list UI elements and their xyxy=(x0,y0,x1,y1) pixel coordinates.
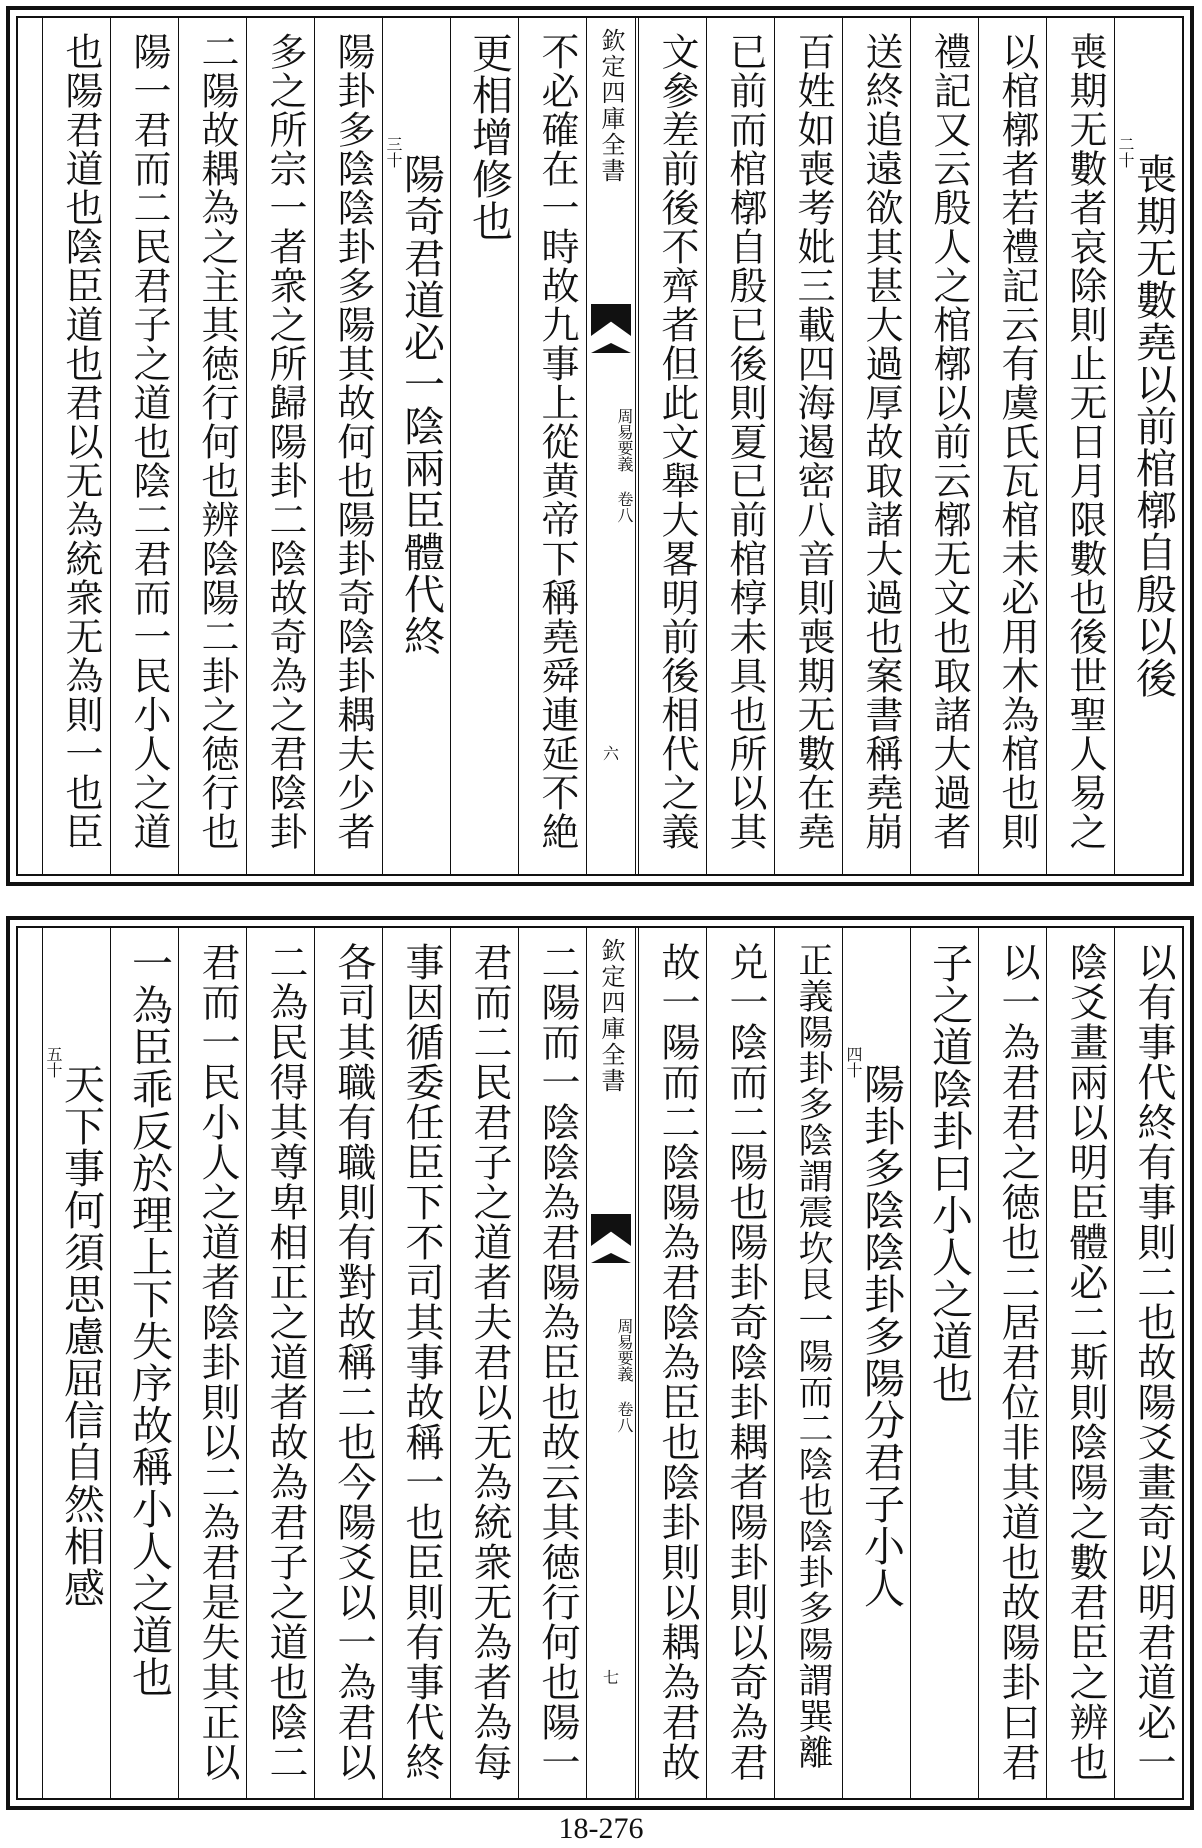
entry-heading-column xyxy=(42,928,110,1798)
body-text: 以有事代終有事則二也故陽爻畫奇以明君道必一 xyxy=(1131,942,1176,1782)
body-text: 一為臣乖反於理上下失序故稱小人之道也 xyxy=(125,942,173,1698)
text-column xyxy=(382,928,450,1798)
body-text: 禮記又云殷人之棺槨以前云槨无文也取諸大過者 xyxy=(927,32,971,851)
leaf-number: 六 xyxy=(602,744,619,763)
text-column xyxy=(314,18,382,874)
center-fold-column xyxy=(586,928,636,1798)
body-text: 二為民得其尊卑相正之道者故為君子之道也陰二 xyxy=(263,942,308,1782)
page-top xyxy=(6,6,1194,886)
page-bottom xyxy=(6,916,1194,1810)
text-column xyxy=(246,928,314,1798)
body-text: 兑一陰而二陽也陽卦奇陰卦耦者陽卦則以奇為君 xyxy=(723,942,768,1782)
body-text: 正義陽卦多陰謂震坎艮一陽而二陰也陰卦多陽謂巽離 xyxy=(793,942,833,1770)
text-column xyxy=(246,18,314,874)
body-text: 多之所宗一者衆之所歸陽卦二陰故奇為之君陰卦 xyxy=(263,32,307,851)
text-column xyxy=(1046,928,1114,1798)
text-column xyxy=(978,928,1046,1798)
text-column xyxy=(842,18,910,874)
fishtail-mark xyxy=(591,1214,631,1246)
body-text: 君而二民君子之道者夫君以无為統衆无為者為每 xyxy=(467,942,512,1782)
entry-heading-column xyxy=(842,928,910,1798)
fishtail-mark xyxy=(591,304,631,336)
text-column xyxy=(518,928,586,1798)
body-text: 故一陽而二陰陽為君陰為臣也陰卦則以耦為君故 xyxy=(655,942,700,1782)
text-column xyxy=(314,928,382,1798)
body-text: 已前而棺槨自殷已後則夏已前棺椁未具也所以其 xyxy=(723,32,767,851)
entry-heading: 陽卦多陰陰卦多陽分君子小人 xyxy=(857,1063,905,1609)
entry-number: 二十 xyxy=(1116,136,1135,168)
text-column xyxy=(450,18,518,874)
body-text: 百姓如喪考妣三載四海遏密八音則喪期无數在堯 xyxy=(791,32,835,851)
body-text: 陽卦多陰陰卦多陽其故何也陽卦奇陰卦耦夫少者 xyxy=(331,32,375,851)
text-column xyxy=(774,928,842,1798)
entry-heading-column xyxy=(1114,18,1182,874)
text-column xyxy=(42,18,110,874)
entry-number: 五十 xyxy=(44,1046,63,1078)
page-frame xyxy=(16,16,1184,876)
text-column xyxy=(110,18,178,874)
text-column xyxy=(638,18,706,874)
fishtail-mark-lower xyxy=(591,343,631,353)
text-column xyxy=(706,928,774,1798)
text-column xyxy=(706,18,774,874)
book-volume-label: 周易要義 卷八 xyxy=(615,408,634,523)
body-text: 二陽故耦為之主其徳行何也辨陰陽二卦之徳行也 xyxy=(195,32,239,851)
center-fold-column xyxy=(586,18,636,874)
text-column xyxy=(978,18,1046,874)
body-text: 以棺槨者若禮記云有虞氏瓦棺未必用木為棺也則 xyxy=(995,32,1039,851)
text-column xyxy=(518,18,586,874)
body-text: 陰爻畫兩以明臣體必二斯則陰陽之數君臣之辨也 xyxy=(1063,942,1108,1782)
text-column xyxy=(910,18,978,874)
text-column xyxy=(110,928,178,1798)
entry-heading: 天下事何須思慮屈信自然相感 xyxy=(57,1063,105,1609)
library-title: 欽定四庫全書 xyxy=(597,28,625,184)
page-number: 18-276 xyxy=(558,1812,644,1845)
leaf-number: 七 xyxy=(602,1668,619,1687)
page-frame xyxy=(16,926,1184,1800)
body-text: 二陽而一陰陰為君陽為臣也故云其徳行何也陽一 xyxy=(535,942,580,1782)
body-text: 以一為君君之徳也二居君位非其道也故陽卦曰君 xyxy=(995,942,1040,1782)
text-column xyxy=(1046,18,1114,874)
body-text: 不必確在一時故九事上從黄帝下稱堯舜連延不絶 xyxy=(535,32,579,851)
body-text: 君而一民小人之道者陰卦則以二為君是失其正以 xyxy=(195,942,240,1782)
text-column xyxy=(910,928,978,1798)
body-text: 送終追遠欲其甚大過厚故取諸大過也案書稱堯崩 xyxy=(859,32,903,851)
text-column xyxy=(638,928,706,1798)
entry-heading: 陽奇君道必一陰兩臣體代終 xyxy=(397,153,445,657)
body-text: 文參差前後不齊者但此文舉大畧明前後相代之義 xyxy=(655,32,699,851)
text-column xyxy=(1114,928,1182,1798)
entry-heading-column xyxy=(382,18,450,874)
text-column xyxy=(178,928,246,1798)
body-text: 也陽君道也陰臣道也君以无為統衆无為則一也臣 xyxy=(59,32,103,851)
text-column xyxy=(178,18,246,874)
text-column xyxy=(774,18,842,874)
library-title: 欽定四庫全書 xyxy=(597,938,625,1094)
entry-heading: 喪期无數堯以前棺槨自殷以後 xyxy=(1129,153,1177,699)
entry-number: 三十 xyxy=(384,136,403,168)
body-text: 更相增修也 xyxy=(465,32,513,242)
body-text: 子之道陰卦曰小人之道也 xyxy=(925,942,973,1404)
book-volume-label: 周易要義 卷八 xyxy=(615,1318,634,1433)
body-text: 各司其職有職則有對故稱二也今陽爻以一為君以 xyxy=(331,942,376,1782)
body-text: 事因循委任臣下不司其事故稱一也臣則有事代終 xyxy=(399,942,444,1782)
text-column xyxy=(450,928,518,1798)
body-text: 喪期无數者哀除則止无日月限數也後世聖人易之 xyxy=(1063,32,1107,851)
entry-number: 四十 xyxy=(844,1046,863,1078)
body-text: 陽一君而二民君子之道也陰二君而一民小人之道 xyxy=(127,32,171,851)
fishtail-mark-lower xyxy=(591,1253,631,1263)
